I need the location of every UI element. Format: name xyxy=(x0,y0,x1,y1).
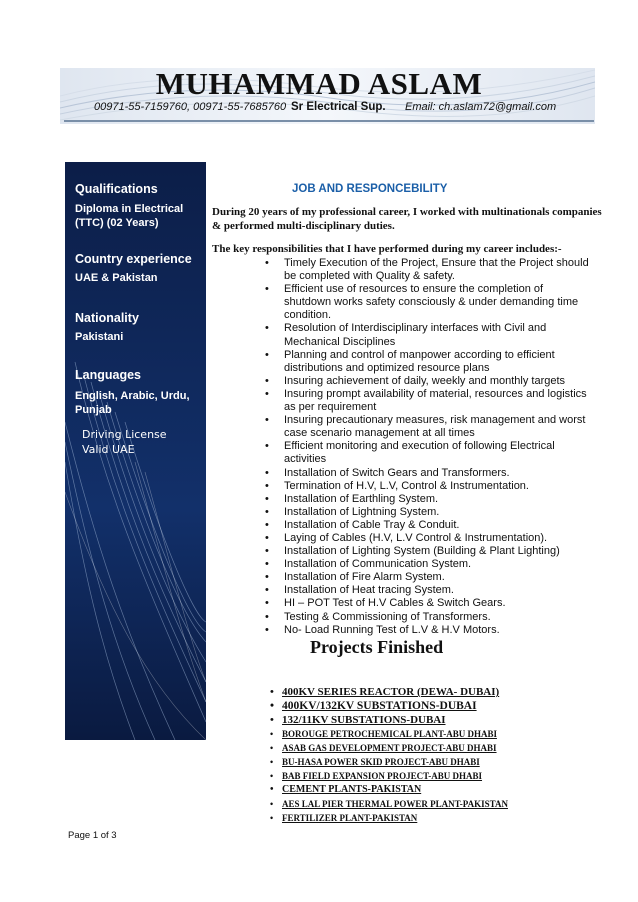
list-item: • Installation of Lightning System. xyxy=(260,506,590,519)
job-responsibility-heading: JOB AND RESPONCEBILITY xyxy=(292,183,448,195)
job-role: Sr Electrical Sup. xyxy=(291,101,386,113)
list-item: • BOROUGE PETROCHEMICAL PLANT-ABU DHABI xyxy=(270,727,508,741)
page-number: Page 1 of 3 xyxy=(68,830,117,841)
list-item: • AES LAL PIER THERMAL POWER PLANT-PAKISTAN xyxy=(270,797,508,811)
responsibilities-intro: The key responsibilities that I have performed during my career includes:- xyxy=(212,243,562,255)
list-item: • CEMENT PLANTS-PAKISTAN xyxy=(270,783,508,797)
header-divider xyxy=(64,120,594,122)
driving-license-validity: Valid UAE xyxy=(82,443,135,456)
country-experience-heading: Country experience xyxy=(75,252,192,266)
list-item: • 400KV SERIES REACTOR (DEWA- DUBAI) xyxy=(270,685,508,699)
list-item: • Planning and control of manpower according to efficient distributions and optimized resource plans xyxy=(260,349,590,375)
list-item: • Installation of Heat tracing System. xyxy=(260,584,590,597)
list-item: • Insuring achievement of daily, weekly and monthly targets xyxy=(260,375,590,388)
list-item: • Installation of Communication System. xyxy=(260,558,590,571)
sidebar-panel xyxy=(65,162,206,740)
list-item: • Installation of Earthling System. xyxy=(260,493,590,506)
nationality-heading: Nationality xyxy=(75,311,139,325)
email-address: Email: ch.aslam72@gmail.com xyxy=(405,101,557,113)
list-item: • Resolution of Interdisciplinary interfaces with Civil and Mechanical Disciplines xyxy=(260,322,590,348)
list-item: • Installation of Cable Tray & Conduit. xyxy=(260,519,590,532)
list-item: • Laying of Cables (H.V, L.V Control & Instrumentation). xyxy=(260,532,590,545)
list-item: • Timely Execution of the Project, Ensure that the Project should be completed with Quality & safety. xyxy=(260,257,590,283)
list-item: • No- Load Running Test of L.V & H.V Motors. xyxy=(260,624,590,637)
list-item: • ASAB GAS DEVELOPMENT PROJECT-ABU DHABI xyxy=(270,741,508,755)
list-item: • 400KV/132KV SUBSTATIONS-DUBAI xyxy=(270,699,508,713)
list-item: • 132/11KV SUBSTATIONS-DUBAI xyxy=(270,713,508,727)
list-item: • Insuring precautionary measures, risk management and worst case scenario management at all times xyxy=(260,414,590,440)
career-intro: During 20 years of my professional career, I worked with multinationals companies & performed multi-disciplinary duties. xyxy=(212,206,602,232)
list-item: • HI – POT Test of H.V Cables & Switch Gears. xyxy=(260,597,590,610)
languages-heading: Languages xyxy=(75,368,141,382)
list-item: • Testing & Commissioning of Transformers. xyxy=(260,611,590,624)
list-item: • BAB FIELD EXPANSION PROJECT-ABU DHABI xyxy=(270,769,508,783)
languages-value: English, Arabic, Urdu, Punjab xyxy=(75,390,190,416)
responsibilities-list xyxy=(260,257,590,637)
qualifications-heading: Qualifications xyxy=(75,182,158,196)
list-item: • Installation of Lighting System (Building & Plant Lighting) xyxy=(260,545,590,558)
list-item: • Termination of H.V, L.V, Control & Instrumentation. xyxy=(260,480,590,493)
list-item: • Installation of Fire Alarm System. xyxy=(260,571,590,584)
qualifications-value: Diploma in Electrical (TTC) (02 Years) xyxy=(75,203,184,229)
projects-heading: Projects Finished xyxy=(310,637,444,657)
list-item: • Insuring prompt availability of material, resources and logistics as per requirement xyxy=(260,388,590,414)
list-item: • Efficient use of resources to ensure the completion of shutdown works safety consciously & under demanding time condition. xyxy=(260,283,590,322)
candidate-name: MUHAMMAD ASLAM xyxy=(155,66,483,101)
driving-license-label: Driving License xyxy=(82,428,167,441)
list-item: • FERTILIZER PLANT-PAKISTAN xyxy=(270,811,508,825)
list-item: • BU-HASA POWER SKID PROJECT-ABU DHABI xyxy=(270,755,508,769)
country-experience-value: UAE & Pakistan xyxy=(75,272,158,284)
phone-numbers: 00971-55-7159760, 00971-55-7685760 xyxy=(94,101,287,113)
projects-list xyxy=(270,685,508,825)
list-item: • Installation of Switch Gears and Transformers. xyxy=(260,467,590,480)
nationality-value: Pakistani xyxy=(75,331,124,343)
list-item: • Efficient monitoring and execution of following Electrical activities xyxy=(260,440,590,466)
